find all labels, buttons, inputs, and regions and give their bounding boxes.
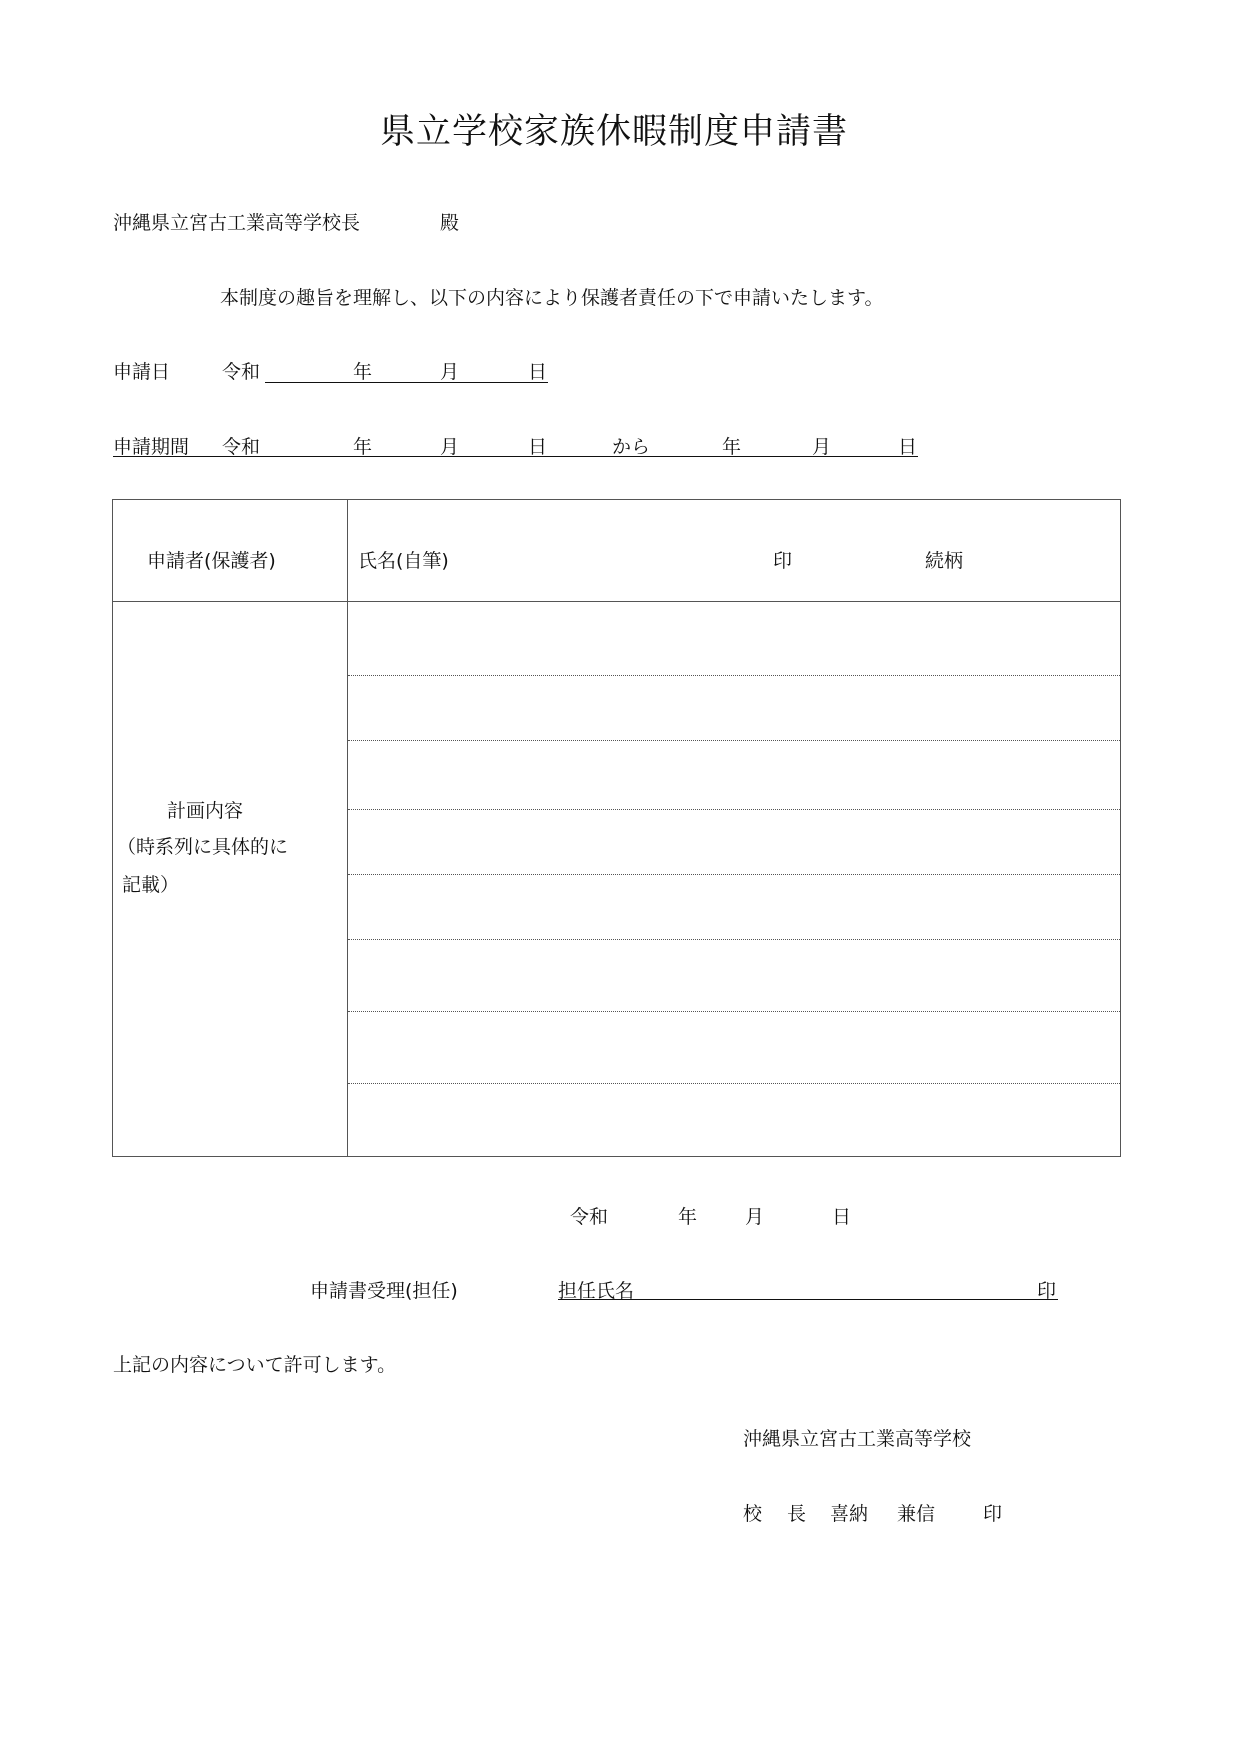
application-date-underline [265, 382, 548, 383]
bottom-date-era: 令和 [570, 1206, 609, 1228]
principal-surname: 喜納 [830, 1503, 869, 1525]
application-period-month-end: 月 [812, 436, 832, 458]
principal-title-char2: 長 [787, 1503, 807, 1525]
application-period-day-start: 日 [528, 436, 548, 458]
principal-title-char1: 校 [743, 1503, 763, 1525]
plan-label-line3: 記載） [122, 874, 180, 896]
application-date-label: 申請日 [113, 361, 171, 383]
approval-text: 上記の内容について許可します。 [113, 1354, 397, 1376]
application-period-month-start: 月 [440, 436, 460, 458]
relationship-label: 続柄 [925, 550, 964, 572]
plan-writing-line[interactable] [348, 1083, 1120, 1084]
application-date-month: 月 [440, 361, 460, 383]
applicant-label: 申請者(保護者) [147, 550, 276, 572]
principal-given-name: 兼信 [897, 1503, 936, 1525]
teacher-name-underline [558, 1299, 1058, 1300]
principal-school: 沖縄県立宮古工業高等学校 [743, 1428, 972, 1450]
form-table [112, 499, 1121, 1157]
plan-writing-line[interactable] [348, 675, 1120, 676]
application-date-era: 令和 [222, 361, 261, 383]
plan-writing-line[interactable] [348, 874, 1120, 875]
intro-text: 本制度の趣旨を理解し、以下の内容により保護者責任の下で申請いたします。 [220, 287, 884, 309]
form-title: 県立学校家族休暇制度申請書 [380, 112, 849, 152]
application-period-underline [113, 456, 918, 457]
application-period-year-start: 年 [353, 436, 373, 458]
applicant-seal: 印 [773, 550, 793, 572]
application-date-day: 日 [528, 361, 548, 383]
table-column-divider [347, 499, 348, 1157]
application-period-label: 申請期間 [113, 436, 190, 458]
receipt-label: 申請書受理(担任) [310, 1280, 458, 1302]
application-date-year: 年 [353, 361, 373, 383]
application-period-year-end: 年 [722, 436, 742, 458]
application-period-day-end: 日 [898, 436, 918, 458]
plan-writing-line[interactable] [348, 809, 1120, 810]
plan-writing-line[interactable] [348, 1011, 1120, 1012]
principal-seal: 印 [983, 1503, 1003, 1525]
name-signature-label: 氏名(自筆) [358, 550, 449, 572]
addressee-school-head: 沖縄県立宮古工業高等学校長 [113, 212, 361, 234]
addressee-honorific: 殿 [440, 212, 460, 234]
bottom-date-day: 日 [832, 1206, 852, 1228]
table-header-divider [112, 601, 1121, 602]
plan-label-line1: 計画内容 [167, 800, 244, 822]
bottom-date-month: 月 [745, 1206, 765, 1228]
application-period-from: から [612, 436, 651, 458]
bottom-date-year: 年 [678, 1206, 698, 1228]
teacher-name-label: 担任氏名 [558, 1280, 635, 1302]
application-period-era: 令和 [222, 436, 261, 458]
plan-label-line2: （時系列に具体的に [117, 836, 289, 858]
plan-writing-line[interactable] [348, 740, 1120, 741]
teacher-seal: 印 [1037, 1280, 1057, 1302]
plan-writing-line[interactable] [348, 939, 1120, 940]
